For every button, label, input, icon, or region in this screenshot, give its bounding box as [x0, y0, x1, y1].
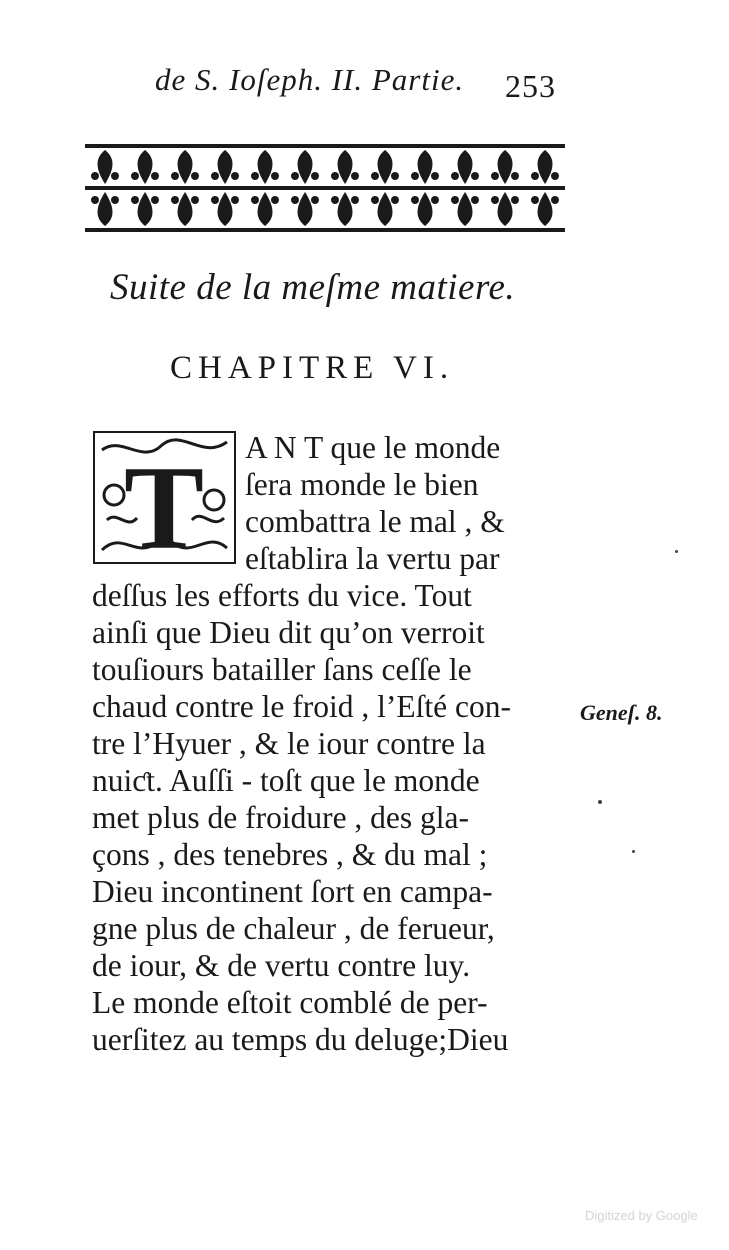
text-line: ſera monde le bien — [245, 467, 479, 502]
text-line: deſſus les efforts du vice. Tout — [92, 578, 472, 613]
chapter-title: CHAPITRE VI. — [170, 350, 455, 386]
text-line: met plus de froidure , des gla- — [92, 800, 470, 835]
text-line: combattra le mal , & — [245, 504, 505, 539]
margin-note: Geneſ. 8. — [580, 700, 663, 725]
ink-speck — [598, 800, 602, 804]
running-head — [155, 62, 595, 106]
scan-watermark: Digitized by Google — [585, 1208, 698, 1223]
headpiece-ornament — [85, 142, 565, 234]
text-line: A N T que le monde — [245, 430, 501, 465]
section-title: Suite de la meſme matiere. — [110, 267, 516, 308]
text-line: çons , des tenebres , & du mal ; — [92, 837, 488, 872]
text-line: touſiours batailler ſans ceſſe le — [92, 652, 472, 687]
text-line: nuiƈt. Auſſi - toſt que le monde — [92, 763, 480, 798]
ink-speck — [675, 550, 678, 553]
text-line: Le monde eſtoit comblé de per- — [92, 985, 488, 1020]
text-line: chaud contre le froid , l’Eſté con- — [92, 689, 511, 724]
text-line: Dieu incontinent ſort en campa- — [92, 874, 493, 909]
text-line: ainſi que Dieu dit qu’on verroit — [92, 615, 485, 650]
running-title: de S. Ioſeph. II. Partie. — [155, 62, 465, 97]
text-line: de iour, & de vertu contre luy. — [92, 948, 471, 983]
decorated-initial — [92, 430, 237, 565]
ink-speck — [632, 850, 635, 853]
svg-text:T: T — [123, 441, 205, 565]
text-line: uerſitez au temps du deluge;Dieu — [92, 1022, 509, 1057]
text-line: tre l’Hyuer , & le iour contre la — [92, 726, 486, 761]
page-number: 253 — [505, 68, 556, 104]
text-line: gne plus de chaleur , de ferueur, — [92, 911, 495, 946]
text-line: eſtablira la vertu par — [245, 541, 500, 576]
